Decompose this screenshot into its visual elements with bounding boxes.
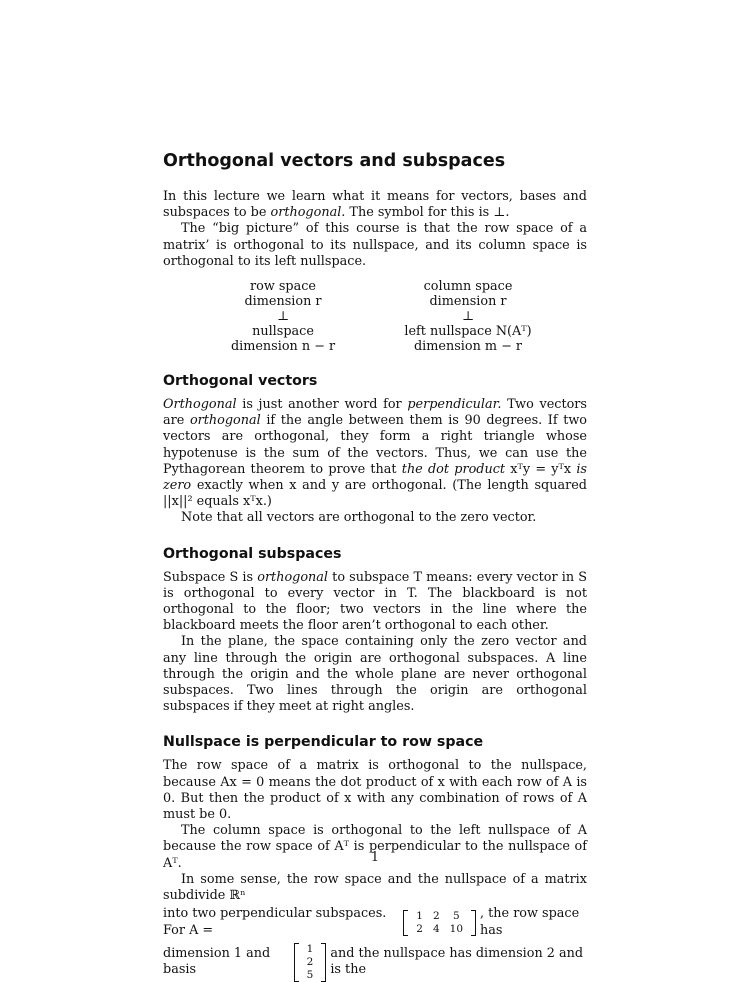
vector-entry: 1 — [306, 942, 314, 955]
section-heading-orthogonal-vectors: Orthogonal vectors — [163, 373, 318, 390]
row-space-label: row space — [250, 279, 316, 295]
column-space-column — [393, 279, 543, 354]
matrix-A-line — [163, 906, 587, 938]
intro-paragraph-1: In this lecture we learn what it means for vectors, bases and subspaces to be orthogonal. The symbol for this is ⊥. — [163, 189, 587, 221]
nullspace-paragraph-1: The row space of a matrix is orthogonal to the nullspace, because Ax = 0 means the dot product of x with each row of A is 0. But then the product of x with any combination of rows of A must be 0. — [163, 758, 587, 823]
basis-lead-text: dimension 1 and basis — [163, 946, 271, 978]
matrix-entry: 5 — [453, 909, 460, 922]
perp-symbol: ⊥ — [461, 309, 475, 325]
matrix-A-trail-text: , the row space has — [480, 906, 580, 938]
basis-trail-text: and the nullspace has dimension 2 and is the — [330, 946, 584, 978]
column-space-label: column space — [423, 279, 513, 295]
vector-entry: 2 — [306, 955, 314, 968]
row-space-column — [223, 279, 343, 354]
matrix-entry: 4 — [432, 922, 440, 935]
matrix-A-lead-text: into two perpendicular subspaces. For A = — [163, 906, 387, 938]
matrix-entry: 2 — [416, 922, 423, 935]
matrix-entry: 1 — [416, 909, 423, 922]
orthogonal-subspaces-paragraph-1: Subspace S is orthogonal to subspace T means: every vector in S is orthogonal to every vector in T. The blackboard is not orthogonal to the floor; two vectors in the line where the blackboard meets the floor aren’t orthogonal to each other. — [163, 569, 587, 634]
big-picture-diagram — [163, 279, 587, 354]
basis-vector — [294, 943, 327, 982]
orthogonal-vectors-paragraph-1: Orthogonal is just another word for perpendicular. Two vectors are orthogonal if the angle between them is 90 degrees. If two vectors are orthogonal, they form a right triangle whose hypotenuse is the sum of the vectors. Thus, we can use the Pythagorean theorem to prove that the dot product xᵀy = yᵀx is zero exactly when x and y are orthogonal. (The length squared ||x||² equals xᵀx.) — [163, 397, 588, 510]
nullspace-label: nullspace — [252, 324, 314, 340]
nullspace-dimension: dimension n − r — [230, 339, 336, 355]
nullspace-paragraph-3-line-1: In some sense, the row space and the nullspace of a matrix subdivide ℝⁿ — [163, 871, 587, 904]
vector-entry: 5 — [306, 968, 314, 981]
intro-paragraph-2: The “big picture” of this course is that the row space of a matrix’ is orthogonal to its nullspace, and its column space is orthogonal to its left nullspace. — [163, 221, 587, 269]
matrix-A — [403, 910, 476, 936]
nullspace-paragraph-2: The column space is orthogonal to the left nullspace of A because the row space of Aᵀ is perpendicular to the nullspace of Aᵀ. — [163, 823, 587, 871]
section-heading-orthogonal-subspaces: Orthogonal subspaces — [163, 545, 342, 562]
matrix-entry: 2 — [432, 909, 440, 922]
perp-symbol: ⊥ — [276, 309, 290, 325]
orthogonal-subspaces-paragraph-2: In the plane, the space containing only the zero vector and any line through the origin are orthogonal subspaces. A line through the origin and the whole plane are never orthogonal subspaces. Two lines through the origin are orthogonal subspaces if they meet at right angles. — [163, 634, 587, 715]
orthogonal-vectors-paragraph-2: Note that all vectors are orthogonal to the zero vector. — [181, 510, 537, 526]
column-space-dimension: dimension r — [429, 294, 507, 310]
page-title: Orthogonal vectors and subspaces — [163, 151, 506, 171]
basis-line — [163, 943, 587, 982]
left-nullspace-dimension: dimension m − r — [413, 339, 523, 355]
left-nullspace-label: left nullspace N(Aᵀ) — [404, 324, 532, 340]
matrix-entry: 10 — [449, 922, 464, 935]
row-space-dimension: dimension r — [244, 294, 322, 310]
page-number: 1 — [370, 850, 380, 865]
section-heading-nullspace-perpendicular: Nullspace is perpendicular to row space — [163, 734, 484, 751]
